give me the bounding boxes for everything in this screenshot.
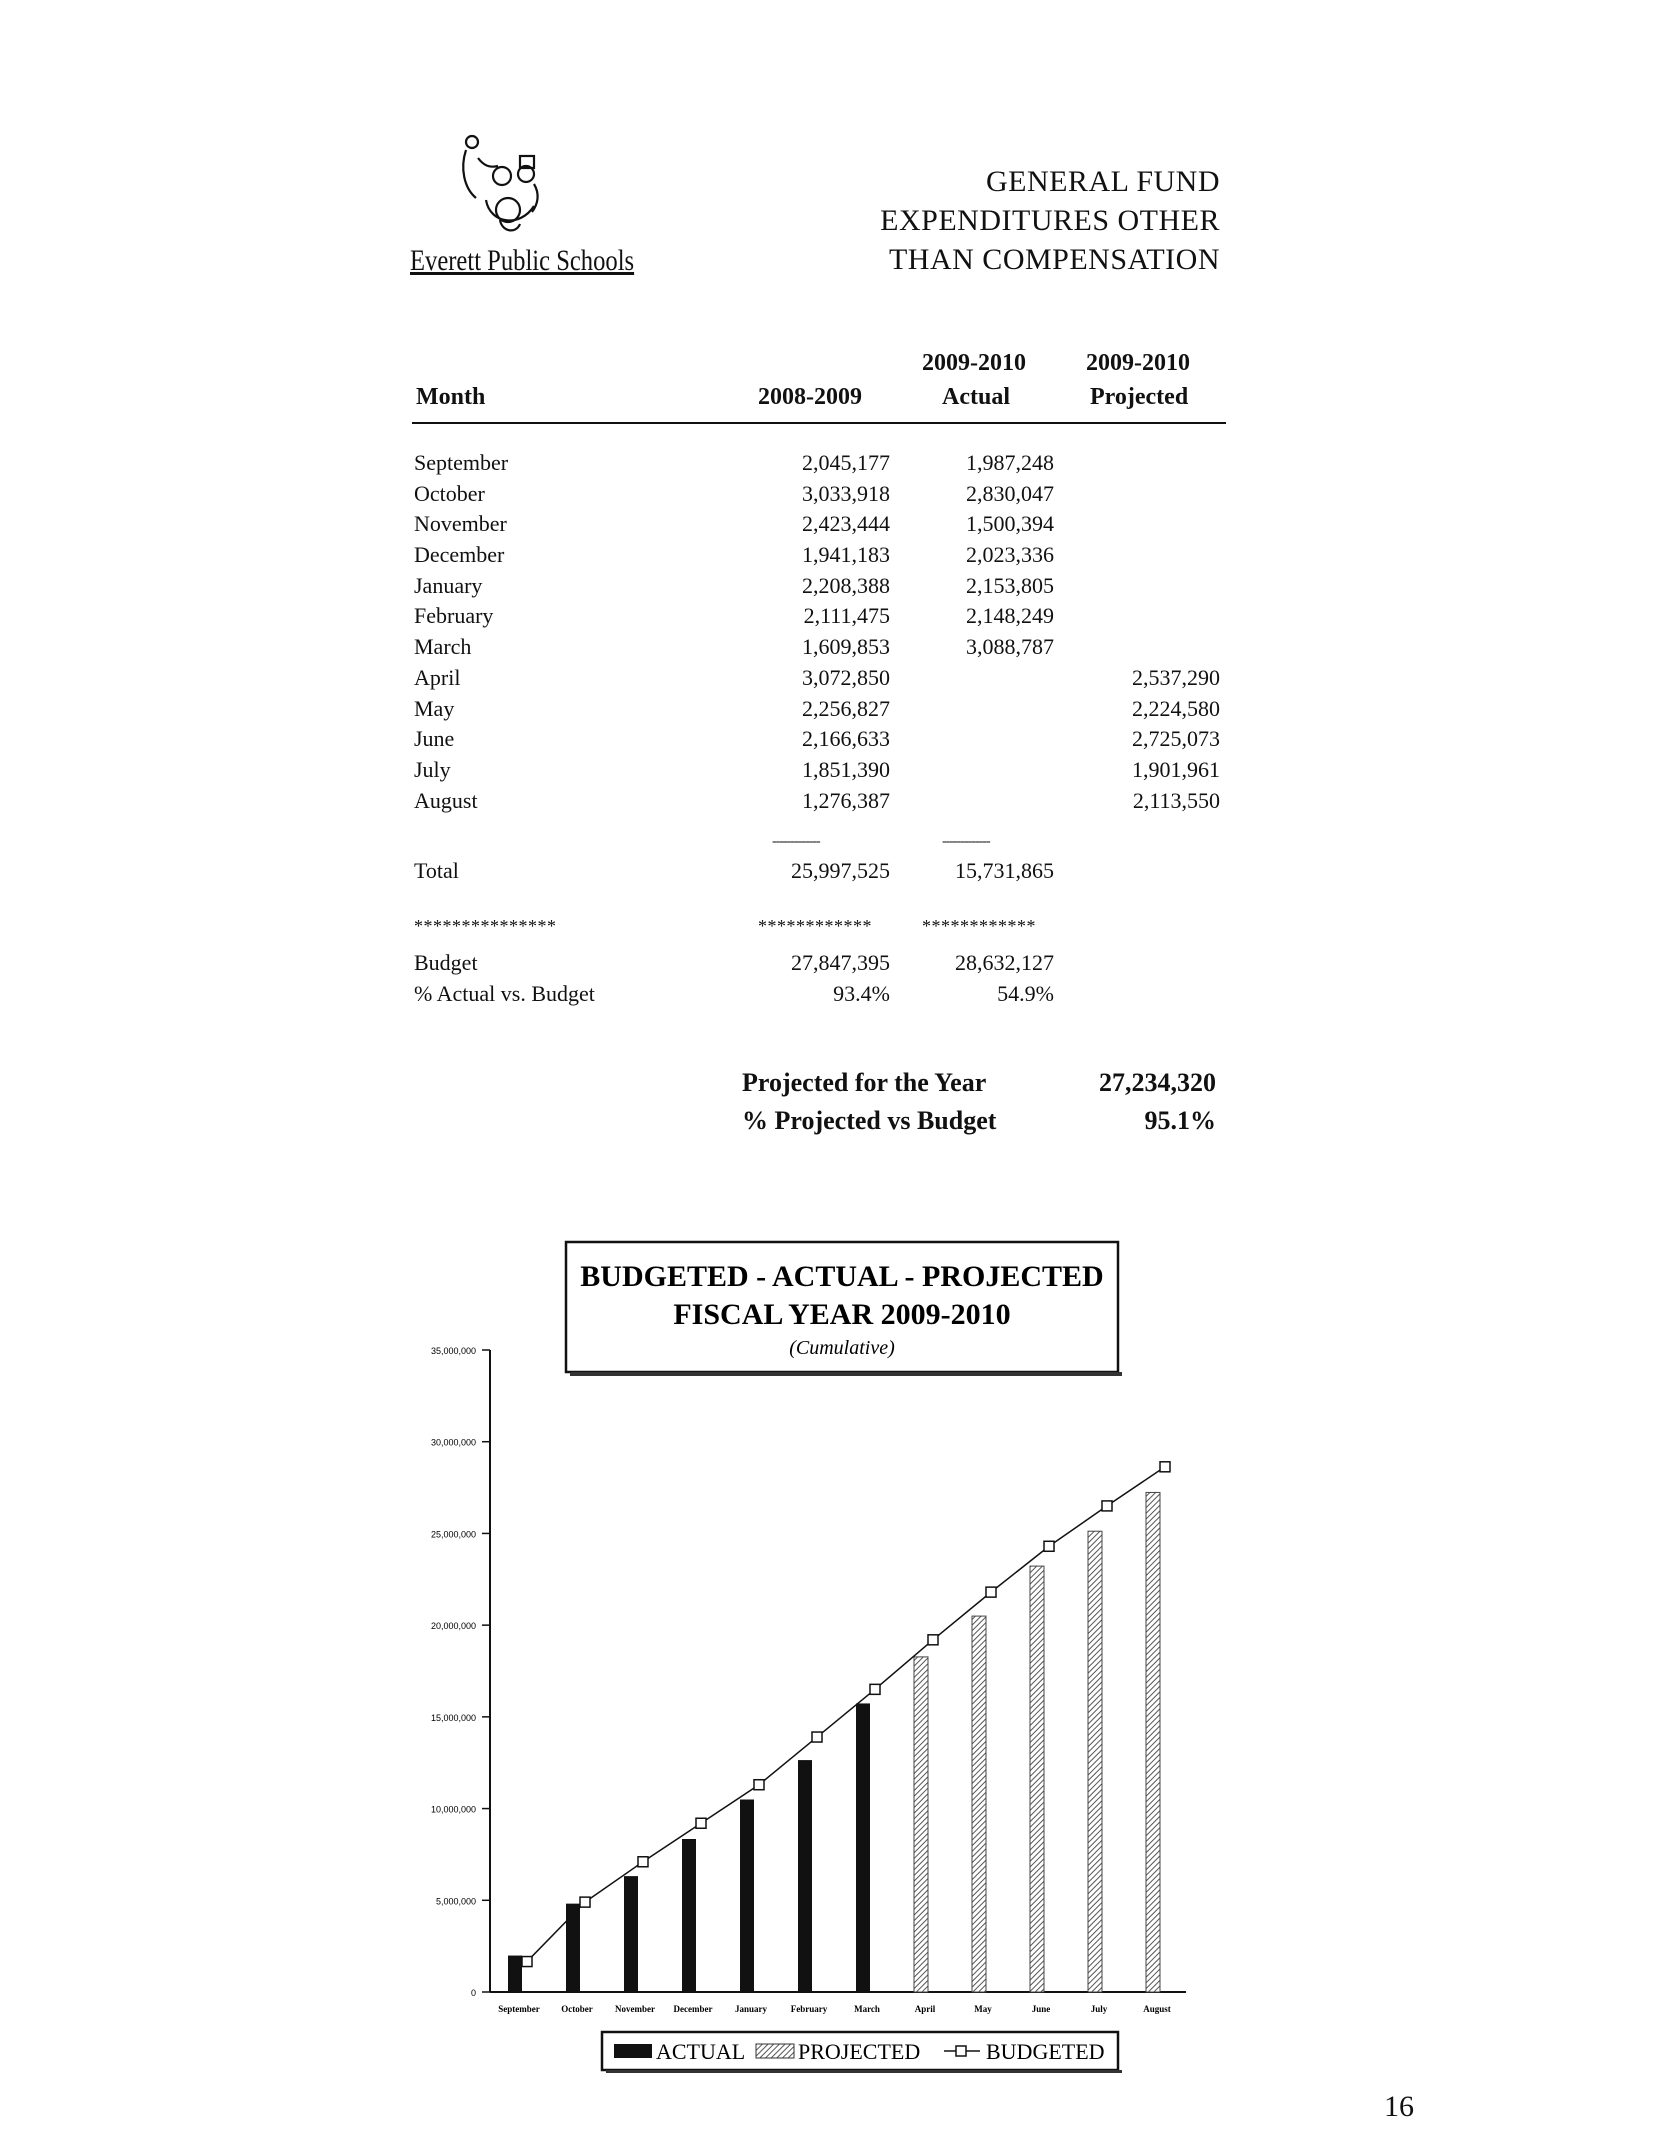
budget-marker [1044, 1541, 1054, 1551]
chart-y-labels [431, 1346, 490, 1998]
month-cell: April [414, 664, 461, 690]
projected-cell: 2,537,290 [1132, 664, 1220, 690]
budget-marker [1102, 1501, 1112, 1511]
title-line-1: GENERAL FUND [985, 165, 1220, 198]
y-tick-label: 0 [470, 1988, 476, 1998]
prior-cell: 1,941,183 [802, 542, 890, 568]
prior-cell: 2,111,475 [803, 603, 890, 629]
budget-label: Budget [414, 950, 478, 975]
y-tick-label: 15,000,000 [430, 1712, 476, 1723]
header-prior-year: 2008-2009 [758, 384, 862, 410]
budget-marker [696, 1818, 706, 1828]
prior-cell: 2,045,177 [802, 450, 890, 475]
logo-text: Everett Public Schools [410, 244, 635, 277]
month-cell: January [414, 572, 483, 598]
budget-marker [870, 1684, 880, 1694]
month-cell: October [414, 480, 485, 506]
chart-subtitle: FISCAL YEAR 2009-2010 [673, 1298, 1011, 1331]
x-tick-label: September [498, 2004, 540, 2014]
actual-bar [798, 1760, 812, 1992]
actual-cell: 2,148,249 [966, 603, 1054, 629]
projected-pct-label: % Projected vs Budget [742, 1106, 997, 1135]
month-cell: August [414, 787, 478, 813]
actual-bar [566, 1904, 580, 1992]
page-number: 16 [1384, 2090, 1414, 2123]
percent-prior: 93.4% [833, 980, 890, 1006]
month-cell: June [414, 726, 455, 752]
legend-actual-swatch [614, 2044, 652, 2058]
actual-cell: 2,023,336 [966, 542, 1054, 568]
separator-stars-actual: ************ [922, 916, 1036, 936]
projected-bar [914, 1657, 928, 1992]
projected-bar [972, 1616, 986, 1992]
month-cell: July [414, 756, 451, 782]
actual-bar [508, 1956, 522, 1992]
chart-title-box [566, 1242, 1122, 1376]
legend-projected-swatch [756, 2044, 794, 2058]
projected-bar [1146, 1492, 1160, 1992]
projected-cell: 2,113,550 [1132, 787, 1220, 813]
header-actual-year: 2009-2010 [922, 350, 1026, 376]
subtotal-dashes-actual: ------------- [942, 834, 990, 849]
x-tick-label: February [790, 2004, 828, 2014]
actual-bar [624, 1876, 638, 1992]
subtotal-dashes-prior: ------------- [772, 834, 820, 849]
y-tick-label: 25,000,000 [430, 1529, 476, 1540]
legend-projected-label: PROJECTED [798, 2039, 921, 2064]
y-tick-label: 5,000,000 [435, 1896, 476, 1907]
legend-actual-label: ACTUAL [656, 2039, 746, 2064]
budget-actual: 28,632,127 [955, 950, 1054, 975]
prior-cell: 2,208,388 [802, 572, 890, 598]
budget-marker [754, 1780, 764, 1790]
percent-label: % Actual vs. Budget [414, 980, 595, 1006]
x-tick-label: November [615, 2004, 655, 2014]
separator-stars-prior: ************ [758, 916, 872, 936]
month-cell: February [414, 603, 494, 629]
x-tick-label: December [673, 2004, 713, 2014]
budget-marker [638, 1857, 648, 1867]
actual-bar [682, 1839, 696, 1992]
budget-marker [580, 1897, 590, 1907]
legend-budget-label: BUDGETED [986, 2039, 1105, 2064]
month-cell: September [414, 450, 509, 475]
prior-cell: 1,609,853 [802, 634, 890, 660]
budget-marker [812, 1732, 822, 1742]
budget-line [527, 1467, 1165, 1962]
total-label: Total [414, 858, 459, 883]
total-actual: 15,731,865 [955, 858, 1054, 883]
budget-marker [928, 1635, 938, 1645]
title-line-2: EXPENDITURES OTHER [880, 204, 1220, 237]
chart-x-labels [498, 2004, 1171, 2014]
actual-cell: 3,088,787 [966, 634, 1054, 660]
y-tick-label: 35,000,000 [430, 1346, 476, 1356]
title-line-3: THAN COMPENSATION [888, 243, 1220, 276]
chart-bars [508, 1492, 1160, 1992]
y-tick-label: 30,000,000 [430, 1437, 476, 1448]
month-cell: December [414, 542, 505, 568]
percent-actual: 54.9% [997, 980, 1054, 1006]
x-tick-label: June [1031, 2004, 1051, 2014]
prior-cell: 2,423,444 [802, 511, 890, 537]
y-tick-label: 10,000,000 [430, 1804, 476, 1815]
legend-budget-marker [956, 2046, 966, 2056]
projected-year-value: 27,234,320 [1099, 1068, 1216, 1097]
projected-cell: 2,224,580 [1132, 695, 1220, 721]
x-tick-label: May [974, 2004, 992, 2014]
month-cell: May [414, 695, 455, 721]
actual-cell: 1,987,248 [966, 450, 1054, 475]
projected-bar [1088, 1531, 1102, 1992]
projected-year-label: Projected for the Year [742, 1068, 987, 1097]
header-month: Month [416, 384, 486, 410]
actual-cell: 2,830,047 [966, 480, 1054, 506]
actual-cell: 2,153,805 [966, 572, 1054, 598]
x-tick-label: October [561, 2004, 593, 2014]
projected-cell: 2,725,073 [1132, 726, 1220, 752]
month-cell: March [414, 634, 472, 660]
total-prior: 25,997,525 [791, 858, 890, 883]
prior-cell: 1,276,387 [802, 787, 890, 813]
prior-cell: 3,033,918 [802, 480, 890, 506]
y-tick-label: 20,000,000 [430, 1621, 476, 1632]
projected-cell: 1,901,961 [1132, 756, 1220, 782]
header-actual-label: Actual [942, 384, 1010, 410]
header-projected-year: 2009-2010 [1086, 350, 1190, 376]
x-tick-label: March [854, 2004, 880, 2014]
prior-cell: 2,166,633 [802, 726, 890, 752]
prior-cell: 3,072,850 [802, 664, 890, 690]
actual-bar [856, 1703, 870, 1992]
x-tick-label: August [1143, 2004, 1171, 2014]
separator-stars-label: *************** [414, 916, 557, 936]
actual-cell: 1,500,394 [966, 511, 1054, 537]
prior-cell: 2,256,827 [802, 695, 890, 721]
x-tick-label: July [1090, 2004, 1108, 2014]
header-projected-label: Projected [1090, 384, 1189, 410]
budget-marker [986, 1587, 996, 1597]
budget-marker [1160, 1462, 1170, 1472]
projected-pct-value: 95.1% [1144, 1106, 1216, 1135]
chart-budget-line [522, 1462, 1170, 1967]
projected-bar [1030, 1566, 1044, 1992]
month-cell: November [414, 511, 507, 537]
prior-cell: 1,851,390 [802, 756, 890, 782]
chart-note: (Cumulative) [789, 1337, 895, 1359]
x-tick-label: April [914, 2004, 936, 2014]
chart-title: BUDGETED - ACTUAL - PROJECTED [580, 1260, 1104, 1293]
budget-prior: 27,847,395 [791, 950, 890, 975]
chart-legend [602, 2032, 1122, 2073]
actual-bar [740, 1799, 754, 1992]
budget-marker [522, 1957, 532, 1967]
x-tick-label: January [734, 2004, 768, 2014]
